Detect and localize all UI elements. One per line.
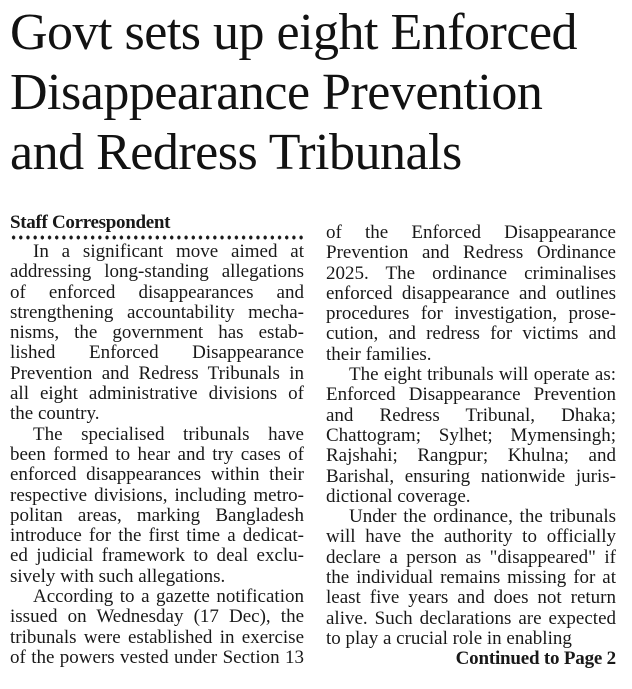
text-line: nisms, the government has estab-	[10, 322, 304, 344]
text-line: Barishal, ensuring nationwide juris-	[326, 465, 616, 487]
text-line: addressing long-standing allegations	[10, 261, 304, 283]
text-line: enforced disappearances within their	[10, 464, 304, 486]
text-line: Prevention and Redress Tribunals in	[10, 362, 304, 384]
paragraph	[10, 425, 304, 587]
text-line: of the Enforced Disappearance	[326, 222, 616, 243]
text-line: Enforced Disappearance Prevention	[326, 384, 616, 406]
text-line: cution, and redress for victims and	[326, 323, 616, 345]
text-line: will have the authority to officially	[326, 526, 616, 548]
text-line: introduce for the first time a dedicat-	[10, 525, 304, 547]
text-line: Under the ordinance, the tribunals	[349, 506, 616, 528]
text-line: sively with such allegations.	[10, 565, 226, 587]
text-line: the country.	[10, 403, 100, 425]
text-line: the individual remains missing for at	[326, 567, 616, 589]
article-column-right	[326, 211, 616, 670]
text-line: their families.	[326, 343, 432, 365]
paragraph	[10, 242, 304, 425]
text-line: respective divisions, including metro-	[10, 484, 304, 506]
text-line: strengthening accountability mecha-	[10, 301, 304, 323]
text-line: and Redress Tribunal, Dhaka;	[326, 404, 616, 426]
text-line: In a significant move aimed at	[33, 241, 304, 262]
paragraph	[10, 587, 304, 668]
text-line: declare a person as "disappeared" if	[326, 546, 616, 568]
text-line: of the powers vested under Section 13	[10, 646, 304, 668]
text-line: enforced disappearance and outlines	[326, 282, 616, 304]
text-line: lished Enforced Disappearance	[10, 342, 304, 364]
text-line: Prevention and Redress Ordinance	[326, 242, 616, 264]
text-line: to play a crucial role in enabling	[326, 627, 572, 649]
text-line: ed judicial framework to deal exclu-	[10, 545, 304, 567]
paragraph	[326, 507, 616, 649]
text-line: been formed to hear and try cases of	[10, 443, 304, 465]
paragraph	[326, 223, 616, 365]
right-column-text	[326, 223, 616, 649]
continuation-notice: Continued to Page 2	[455, 648, 616, 670]
text-line: 2025. The ordinance criminalises	[326, 262, 616, 284]
article-headline	[10, 3, 616, 183]
left-column-text	[10, 242, 304, 668]
article-body	[10, 211, 616, 670]
text-line: of enforced disappearances and	[10, 281, 304, 303]
paragraph	[326, 365, 616, 507]
text-line: all eight administrative divisions of	[10, 383, 304, 405]
text-line: politan areas, marking Bangladesh	[10, 504, 304, 526]
headline-line-2: Disappearance Prevention	[10, 64, 543, 121]
text-line: Rajshahi; Rangpur; Khulna; and	[326, 445, 616, 467]
text-line: According to a gazette notification	[33, 586, 304, 608]
article-column-left	[10, 211, 304, 670]
text-line: dictional coverage.	[326, 485, 471, 507]
headline-line-1: Govt sets up eight Enforced	[10, 4, 578, 61]
text-line: The specialised tribunals have	[33, 423, 304, 445]
text-line: tribunals were established in exercise	[10, 626, 304, 648]
headline-line-3: and Redress Tribunals	[10, 124, 462, 181]
byline: Staff Correspondent	[10, 212, 171, 233]
text-line: least five years and does not return	[326, 587, 616, 609]
text-line: procedures for investigation, prose-	[326, 303, 616, 325]
byline-dotted-rule	[10, 235, 304, 240]
text-line: The eight tribunals will operate as:	[349, 364, 616, 386]
text-line: issued on Wednesday (17 Dec), the	[10, 606, 304, 628]
text-line: alive. Such declarations are expected	[326, 607, 616, 629]
text-line: Chattogram; Sylhet; Mymensingh;	[326, 424, 616, 446]
